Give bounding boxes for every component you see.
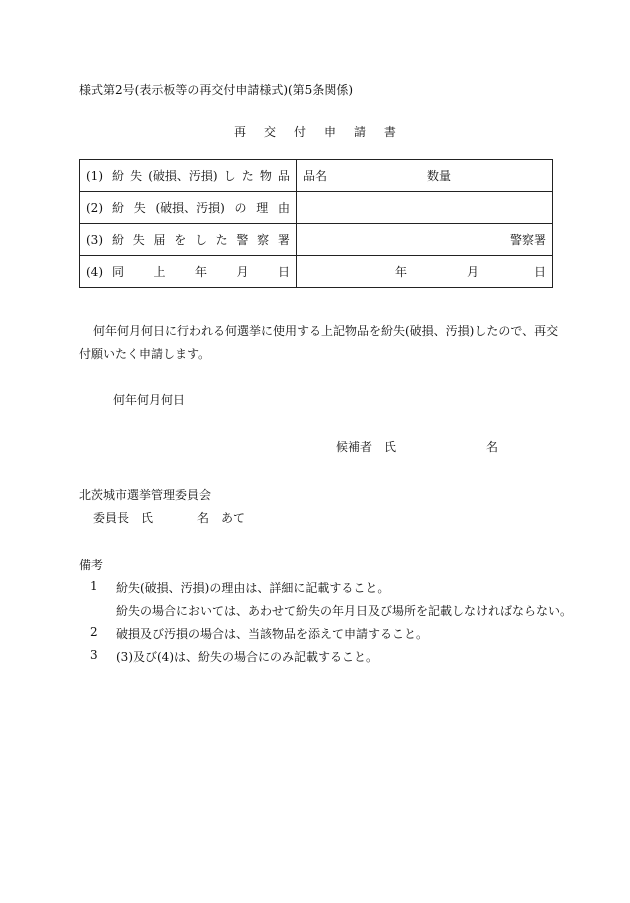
lost-item-field[interactable] [297, 160, 553, 192]
police-station-field[interactable] [297, 224, 553, 256]
application-table [79, 159, 553, 288]
candidate-shi: 氏 [384, 440, 397, 454]
police-station-suffix: 警察署 [509, 233, 546, 247]
candidate-label: 候補者 [336, 440, 373, 454]
row-label-date: (4) 同 上 年 月 日 [80, 256, 297, 288]
form-number-note: 様式第2号(表示板等の再交付申請様式)(第5条関係) [79, 83, 353, 97]
notes-title: 備考 [79, 558, 104, 572]
row-label-lost-item: (1) 紛 失 (破損、汚損) し た 物 品 [80, 160, 297, 192]
candidate-signature [336, 438, 498, 455]
table-row [80, 192, 553, 224]
chairperson-addressee: 委員長 氏 名 あて [93, 511, 246, 525]
application-statement-line1: 何年何月何日に行われる何選挙に使用する上記物品を紛失(破損、汚損)したので、再交 [93, 324, 559, 338]
note-item: 3 (3)及び(4)は、紛失の場合にのみ記載すること。 [90, 648, 378, 664]
date-day-label: 日 [533, 265, 546, 279]
table-row [80, 160, 553, 192]
application-date: 何年何月何日 [113, 393, 186, 407]
form-title: 再 交 付 申 請 書 [234, 125, 396, 139]
committee-name: 北茨城市選挙管理委員会 [79, 488, 212, 502]
note-item: 1 紛失(破損、汚損)の理由は、詳細に記載すること。 [90, 579, 390, 595]
quantity-label: 数量 [427, 169, 452, 183]
table-row [80, 256, 553, 288]
application-statement-line2: 付願いたく申請します。 [79, 347, 211, 361]
note-item: 紛失の場合においては、あわせて紛失の年月日及び場所を記載しなければならない。 [116, 604, 573, 618]
date-field[interactable] [297, 256, 553, 288]
loss-reason-field[interactable] [297, 192, 553, 224]
candidate-mei: 名 [485, 440, 498, 454]
date-month-label: 月 [467, 265, 480, 279]
date-year-label: 年 [395, 265, 408, 279]
row-label-police-station: (3) 紛 失 届 を し た 警 察 署 [80, 224, 297, 256]
row-label-loss-reason: (2) 紛 失 (破損、汚損) の 理 由 [80, 192, 297, 224]
table-row [80, 224, 553, 256]
note-item: 2 破損及び汚損の場合は、当該物品を添えて申請すること。 [90, 625, 429, 641]
item-name-label: 品名 [303, 169, 328, 183]
